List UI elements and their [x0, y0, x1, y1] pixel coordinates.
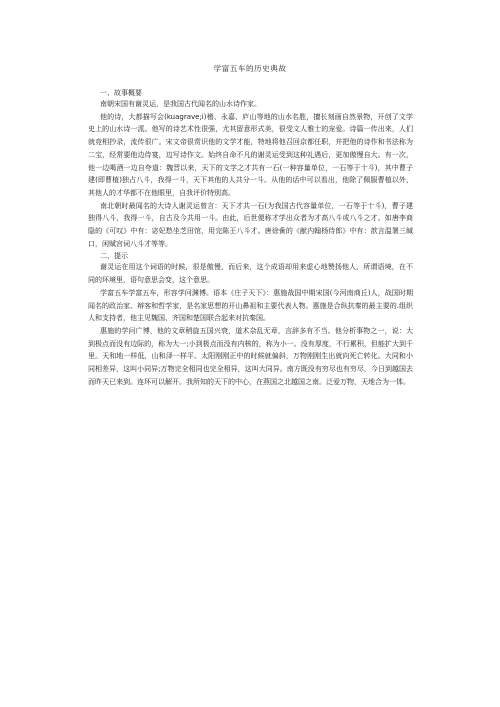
section-heading: 一、故事概要 — [100, 89, 142, 97]
paragraph: 惠施的学问广博，他的文章稍旋五国兴衰，道术杂乱无章，言辞多有不当。他分析事物之一，说：大到极点而没有边际的，称为大一;小到极点而没有内核的，称为小一。没有厚度，不行累积，但能扩大到千里。天和地一样低，山和泽一样平。太阳刚刚正中的时候就偏斜，万物刚刚生出就向死亡转化。大同和小同相差异，这叫小同异;万物完全相同也完全相异，这叫大同异。南方既没有穷尽也有穷尽，今日到越国去而昨天已来到。连环可以解开。我所知的天下的中心，在燕国之北越国之南。泛爱万物，天地合为一体。 — [88, 326, 413, 386]
paragraph: 学富五车学富五车，形容学问渊博。语本《庄子天下》：惠施战国中期宋国(今河南商丘)人，战国时期闻名的政治家、辩客和哲学家，是名家思想的开山鼻祖和主要代表人物。惠施是合纵抗秦的最主要的.组织人和支持者，他主见魏国、齐国和楚国联合起来对抗秦国。 — [88, 288, 413, 323]
paragraph: 南朝宋国有谢灵运，是我国古代闻名的山水诗作家。 — [100, 100, 261, 108]
document-body — [88, 88, 413, 388]
section-story-summary — [88, 88, 413, 250]
section-heading: 二、提示 — [100, 252, 128, 261]
document-title: 学富五车的历史典故 — [213, 64, 287, 73]
paragraph: 南北朝时最闻名的大诗人谢灵运曾言：天下才共一石(为我国古代容量单位，一石等于十斗)，曹子建独得八斗，我得一斗，自古及今共用一斗。由此，后世便称才学出众者为才高八斗或八斗之才。如唐李商隐的《可叹》中有：宓妃愁坐芝田馆，用完陈王八斗才。唐徐夤的《献内翰杨侍郎》中有：歆言温署三缄口，闲赋宫词八斗才等等。 — [88, 201, 413, 248]
paragraph: 他的诗，大都描写会(kuagrave;i)稽、永嘉、庐山等地的山水名胜，擅长刻画自然景物，开创了文学史上的山水诗一派。他写的诗艺术性很强，尤其留意形式美，很受文人雅士的宠爱。诗篇一传出来，人们就竞相抄录，流传很广。宋文帝很赏识他的文学才能，特地将他召回京都任职，并把他的诗作和书法称为二宝，经常要他边侍宴，边写诗作文。始终自命不凡的谢灵运受到这种礼遇后，更加傲慢自大。有一次，他一边喝酒一边自夸道：魏晋以来，天下的文学之才共有一石(一种容量单位，一石等于十斗)，其中曹子建(即曹植)独占八斗，我得一斗，天下其他的人共分一斗。从他的话中可以看出，他除了佩服曹植以外，其他人的才华都不在他眼里，自我评价特别高。 — [88, 112, 413, 197]
paragraph: 谢灵运在用这个词语的时候，很是傲慢，而后来，这个成语却用来虚心地赞扬他人，所谓语境，在不同的环境里，语句意思会变，这个意思。 — [88, 263, 413, 285]
section-hints — [88, 251, 413, 388]
